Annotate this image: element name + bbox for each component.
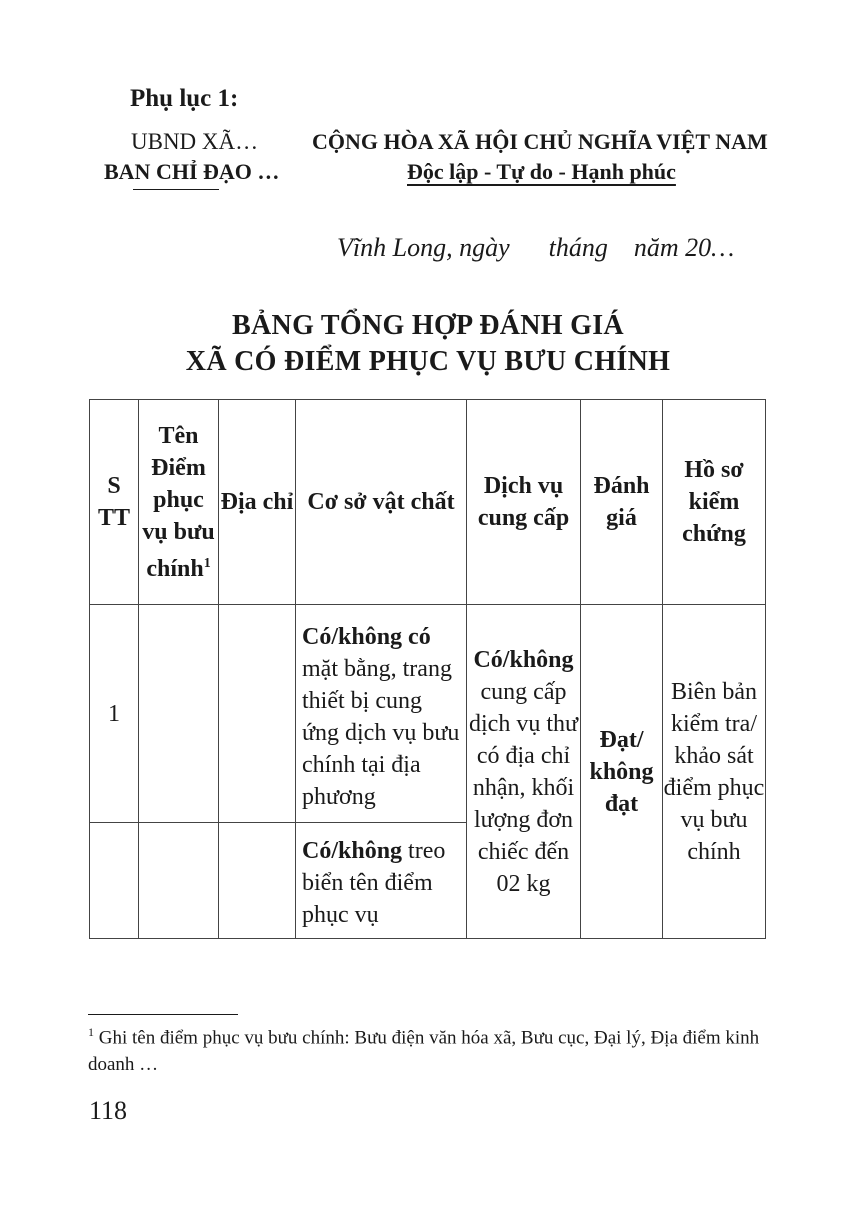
- row-facility: Có/không treo biển tên điểm phục vụ: [296, 823, 467, 939]
- row-stt: 1: [90, 605, 139, 823]
- header-name: Tên Điểm phục vụ bưu chính$^1$: [139, 400, 219, 605]
- table-header-row: [90, 400, 766, 605]
- row-name-cell: [139, 823, 219, 939]
- footnote: [88, 1019, 778, 1078]
- row-address-cell: [219, 823, 296, 939]
- row-name-cell: [139, 605, 219, 823]
- summary-table: [89, 399, 766, 939]
- place-date: Vĩnh Long, ngày tháng năm 20…: [337, 233, 735, 262]
- footnote-separator: [88, 1014, 238, 1015]
- evaluation-cell: Đạt/ không đạt: [581, 605, 663, 939]
- evidence-cell: Biên bản kiểm tra/ khảo sát điểm phục vụ bưu chính: [663, 605, 766, 939]
- row-facility: Có/không có mặt bằng, trang thiết bị cung ứng dịch vụ bưu chính tại địa phương: [296, 605, 467, 823]
- national-motto: Độc lập - Tự do - Hạnh phúc: [407, 159, 676, 184]
- national-title: CỘNG HÒA XÃ HỘI CHỦ NGHĨA VIỆT NAM: [312, 129, 768, 154]
- table-row: [90, 605, 766, 823]
- header-left-rule: [133, 189, 219, 190]
- header-facility: Cơ sở vật chất: [296, 400, 467, 605]
- page-number: 118: [89, 1096, 128, 1125]
- appendix-label: Phụ lục 1:: [130, 85, 239, 112]
- row-stt: [90, 823, 139, 939]
- header-service: Dịch vụ cung cấp: [467, 400, 581, 605]
- document-title-line1: BẢNG TỔNG HỢP ĐÁNH GIÁ: [232, 310, 624, 341]
- service-cell: Có/không cung cấp dịch vụ thư có địa chỉ nhận, khối lượng đơn chiếc đến 02 kg: [467, 605, 581, 939]
- header-address: Địa chỉ: [219, 400, 296, 605]
- document-title-line2: XÃ CÓ ĐIỂM PHỤC VỤ BƯU CHÍNH: [185, 346, 671, 377]
- header-evaluation: Đánh giá: [581, 400, 663, 605]
- header-evidence: Hồ sơ kiểm chứng: [663, 400, 766, 605]
- steering-committee: BAN CHỈ ĐẠO …: [104, 159, 280, 184]
- row-address-cell: [219, 605, 296, 823]
- commune-committee: UBND XÃ…: [131, 129, 259, 154]
- footnote-text: Ghi tên điểm phục vụ bưu chính: Bưu điện văn hóa xã, Bưu cục, Đại lý, Địa điểm kinh doanh …: [88, 1027, 760, 1076]
- footnote-marker: 1: [88, 1025, 94, 1039]
- header-stt: S TT: [90, 400, 139, 605]
